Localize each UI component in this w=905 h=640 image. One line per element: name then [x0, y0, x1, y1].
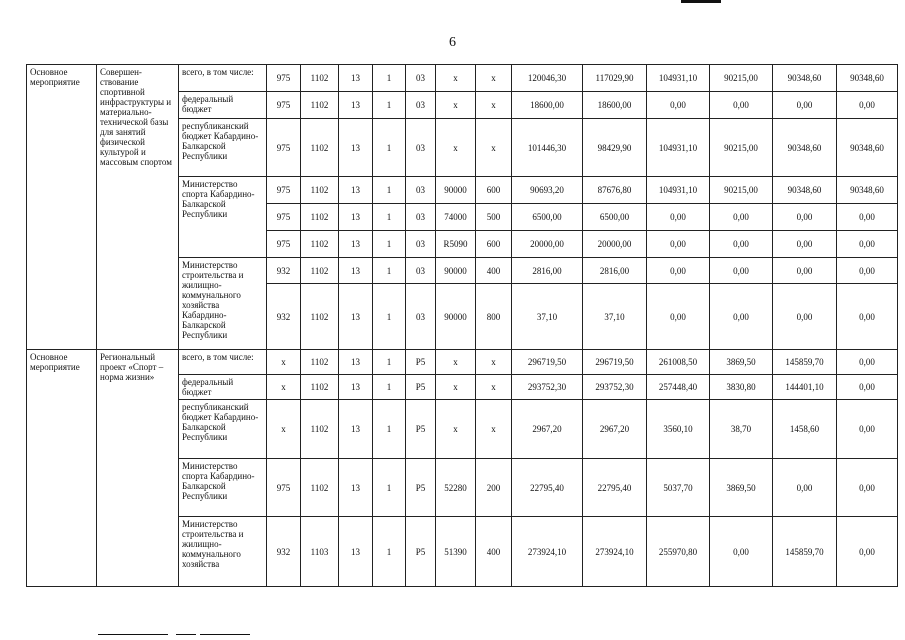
table-cell: 6500,00: [512, 204, 583, 231]
table-cell: 13: [339, 204, 373, 231]
table-cell: 0,00: [647, 204, 710, 231]
table-cell: х: [436, 119, 476, 177]
funding-source-cell: федеральный бюджет: [179, 375, 267, 400]
table-cell: 1: [373, 459, 406, 517]
table-cell: 5037,70: [647, 459, 710, 517]
table-cell: 1102: [301, 459, 339, 517]
table-cell: 90000: [436, 284, 476, 350]
table-cell: х: [267, 375, 301, 400]
table-cell: 03: [406, 92, 436, 119]
table-cell: 261008,50: [647, 350, 710, 375]
table-cell: Р5: [406, 517, 436, 587]
table-cell: 273924,10: [583, 517, 647, 587]
table-cell: 1: [373, 258, 406, 284]
table-cell: 0,00: [710, 517, 773, 587]
table-cell: 104931,10: [647, 119, 710, 177]
table-cell: 18600,00: [512, 92, 583, 119]
table-cell: 0,00: [773, 92, 837, 119]
activity-name-cell: Региональный проект «Спорт – норма жизни»: [97, 350, 179, 587]
table-cell: 1102: [301, 400, 339, 459]
table-cell: х: [436, 400, 476, 459]
table-cell: 20000,00: [583, 231, 647, 258]
table-cell: 18600,00: [583, 92, 647, 119]
table-cell: 1102: [301, 284, 339, 350]
table-row: [27, 350, 898, 375]
table-cell: 932: [267, 517, 301, 587]
table-cell: х: [476, 92, 512, 119]
table-cell: 2967,20: [583, 400, 647, 459]
table-cell: 03: [406, 65, 436, 92]
table-cell: 37,10: [512, 284, 583, 350]
table-cell: 800: [476, 284, 512, 350]
table-cell: Р5: [406, 459, 436, 517]
table-cell: 975: [267, 459, 301, 517]
table-cell: х: [436, 375, 476, 400]
table-cell: х: [476, 65, 512, 92]
table-cell: 0,00: [837, 375, 898, 400]
table-cell: 90000: [436, 177, 476, 204]
table-row: [27, 65, 898, 92]
table-cell: 51390: [436, 517, 476, 587]
table-cell: 296719,50: [512, 350, 583, 375]
table-cell: 90000: [436, 258, 476, 284]
table-cell: 0,00: [710, 258, 773, 284]
table-cell: х: [436, 92, 476, 119]
table-cell: 3560,10: [647, 400, 710, 459]
table-cell: 13: [339, 459, 373, 517]
table-cell: 500: [476, 204, 512, 231]
table-cell: 6500,00: [583, 204, 647, 231]
table-cell: Р5: [406, 375, 436, 400]
table-cell: 1: [373, 204, 406, 231]
table-cell: 975: [267, 204, 301, 231]
table-cell: 90693,20: [512, 177, 583, 204]
table-cell: х: [476, 400, 512, 459]
table-cell: 20000,00: [512, 231, 583, 258]
table-cell: 1102: [301, 258, 339, 284]
table-cell: 0,00: [773, 459, 837, 517]
table-cell: 104931,10: [647, 177, 710, 204]
table-cell: 13: [339, 92, 373, 119]
table-cell: 1458,60: [773, 400, 837, 459]
table-cell: 1: [373, 375, 406, 400]
table-cell: 0,00: [647, 92, 710, 119]
table-cell: 38,70: [710, 400, 773, 459]
table-cell: 3830,80: [710, 375, 773, 400]
table-cell: 13: [339, 231, 373, 258]
table-cell: 0,00: [647, 284, 710, 350]
table-cell: х: [436, 350, 476, 375]
table-cell: 0,00: [837, 517, 898, 587]
table-cell: 52280: [436, 459, 476, 517]
table-cell: 975: [267, 92, 301, 119]
table-cell: 0,00: [837, 258, 898, 284]
table-cell: 3869,50: [710, 459, 773, 517]
table-cell: 117029,90: [583, 65, 647, 92]
table-cell: 1102: [301, 231, 339, 258]
table-cell: 13: [339, 284, 373, 350]
table-cell: 13: [339, 119, 373, 177]
table-cell: 90348,60: [837, 65, 898, 92]
table-cell: 975: [267, 231, 301, 258]
table-cell: 101446,30: [512, 119, 583, 177]
table-cell: 98429,90: [583, 119, 647, 177]
table-cell: 0,00: [773, 284, 837, 350]
table-cell: 400: [476, 258, 512, 284]
table-cell: х: [476, 350, 512, 375]
table-cell: 22795,40: [512, 459, 583, 517]
table-cell: 0,00: [837, 284, 898, 350]
table-cell: 0,00: [710, 231, 773, 258]
table-cell: 03: [406, 177, 436, 204]
table-cell: 2816,00: [583, 258, 647, 284]
budget-table: [26, 64, 898, 587]
table-cell: 0,00: [710, 92, 773, 119]
table-cell: 0,00: [837, 350, 898, 375]
table-cell: 1102: [301, 65, 339, 92]
table-cell: 90215,00: [710, 65, 773, 92]
table-cell: 932: [267, 258, 301, 284]
table-cell: 03: [406, 284, 436, 350]
table-cell: 1102: [301, 204, 339, 231]
funding-source-cell: федеральный бюджет: [179, 92, 267, 119]
table-cell: х: [267, 400, 301, 459]
table-cell: 104931,10: [647, 65, 710, 92]
table-cell: 90348,60: [837, 177, 898, 204]
table-cell: 1102: [301, 350, 339, 375]
table-cell: 293752,30: [512, 375, 583, 400]
activity-type-cell: Основное мероприятие: [27, 350, 97, 587]
table-cell: 273924,10: [512, 517, 583, 587]
footer-rule: [98, 634, 250, 636]
table-cell: 90348,60: [837, 119, 898, 177]
table-cell: 1: [373, 231, 406, 258]
table-cell: 13: [339, 400, 373, 459]
table-cell: 2816,00: [512, 258, 583, 284]
table-cell: 2967,20: [512, 400, 583, 459]
table-cell: 257448,40: [647, 375, 710, 400]
table-cell: 13: [339, 517, 373, 587]
funding-source-cell: Министерство спорта Кабардино-Балкарской Республики: [179, 459, 267, 517]
table-cell: 3869,50: [710, 350, 773, 375]
table-cell: Р5: [406, 350, 436, 375]
table-cell: 0,00: [837, 92, 898, 119]
table-cell: 0,00: [773, 204, 837, 231]
table-cell: 90348,60: [773, 119, 837, 177]
table-cell: 0,00: [837, 459, 898, 517]
table-cell: 0,00: [837, 231, 898, 258]
table-cell: 13: [339, 65, 373, 92]
table-cell: 13: [339, 350, 373, 375]
table-cell: 0,00: [837, 204, 898, 231]
table-cell: 1: [373, 65, 406, 92]
table-cell: Р5: [406, 400, 436, 459]
table-cell: 975: [267, 177, 301, 204]
table-cell: 200: [476, 459, 512, 517]
table-cell: 600: [476, 231, 512, 258]
table-cell: х: [436, 65, 476, 92]
table-cell: 145859,70: [773, 350, 837, 375]
table-cell: 13: [339, 375, 373, 400]
table-cell: 400: [476, 517, 512, 587]
funding-source-cell: Министерство спорта Кабардино-Балкарской Республики: [179, 177, 267, 258]
table-cell: 1102: [301, 119, 339, 177]
table-cell: 144401,10: [773, 375, 837, 400]
table-cell: 1: [373, 350, 406, 375]
table-cell: 03: [406, 204, 436, 231]
table-cell: 145859,70: [773, 517, 837, 587]
table-cell: х: [476, 375, 512, 400]
table-cell: 1: [373, 119, 406, 177]
table-cell: 03: [406, 258, 436, 284]
table-cell: 293752,30: [583, 375, 647, 400]
table-cell: 1103: [301, 517, 339, 587]
table-cell: 03: [406, 119, 436, 177]
funding-source-cell: республиканский бюджет Кабардино-Балкарской Республики: [179, 119, 267, 177]
table-cell: 975: [267, 65, 301, 92]
table-cell: 0,00: [710, 204, 773, 231]
table-cell: 22795,40: [583, 459, 647, 517]
table-cell: х: [476, 119, 512, 177]
table-cell: 0,00: [710, 284, 773, 350]
table-cell: х: [267, 350, 301, 375]
header-mark: [681, 0, 721, 3]
funding-source-cell: всего, в том числе:: [179, 65, 267, 92]
table-cell: 90348,60: [773, 177, 837, 204]
table-cell: 1: [373, 92, 406, 119]
table-cell: 1: [373, 517, 406, 587]
table-cell: 13: [339, 177, 373, 204]
table-cell: 13: [339, 258, 373, 284]
page-number: 6: [449, 35, 456, 50]
table-cell: 255970,80: [647, 517, 710, 587]
table-cell: 296719,50: [583, 350, 647, 375]
table-cell: 90215,00: [710, 119, 773, 177]
table-cell: 1: [373, 400, 406, 459]
table-cell: 932: [267, 284, 301, 350]
table-cell: R5090: [436, 231, 476, 258]
table-cell: 90215,00: [710, 177, 773, 204]
table-cell: 90348,60: [773, 65, 837, 92]
funding-source-cell: всего, в том числе:: [179, 350, 267, 375]
table-cell: 0,00: [647, 258, 710, 284]
table-cell: 87676,80: [583, 177, 647, 204]
table-cell: 03: [406, 231, 436, 258]
activity-name-cell: Совершен-ствование спортивной инфраструктуры и материально-технической базы для занятий физической культурой и массовым спортом: [97, 65, 179, 350]
table-cell: 600: [476, 177, 512, 204]
table-cell: 120046,30: [512, 65, 583, 92]
table-cell: 1: [373, 284, 406, 350]
table-cell: 975: [267, 119, 301, 177]
funding-source-cell: Министерство строительства и жилищно-коммунального хозяйства Кабардино-Балкарской Республики: [179, 258, 267, 350]
table-cell: 37,10: [583, 284, 647, 350]
table-cell: 0,00: [837, 400, 898, 459]
activity-type-cell: Основное мероприятие: [27, 65, 97, 350]
table-cell: 1102: [301, 375, 339, 400]
table-cell: 0,00: [773, 231, 837, 258]
table-cell: 0,00: [773, 258, 837, 284]
table-cell: 1: [373, 177, 406, 204]
table-cell: 1102: [301, 177, 339, 204]
table-cell: 0,00: [647, 231, 710, 258]
table-cell: 74000: [436, 204, 476, 231]
funding-source-cell: республиканский бюджет Кабардино-Балкарской Республики: [179, 400, 267, 459]
funding-source-cell: Министерство строительства и жилищно-коммунального хозяйства: [179, 517, 267, 587]
table-cell: 1102: [301, 92, 339, 119]
